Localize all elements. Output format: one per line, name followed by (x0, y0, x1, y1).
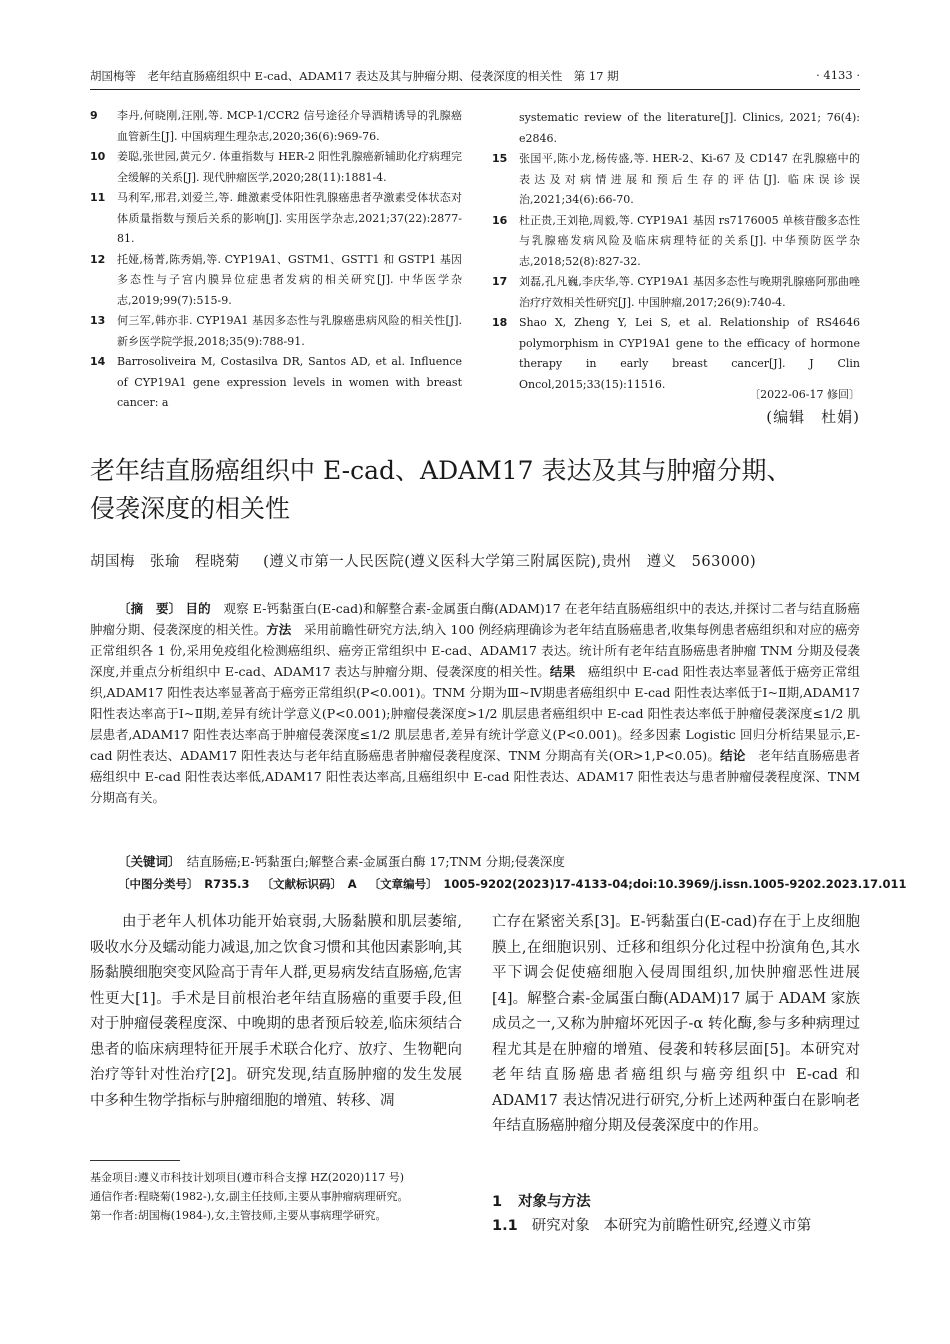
abstract-paragraph (90, 598, 860, 808)
keywords-text: 结直肠癌;E-钙黏蛋白;解整合素-金属蛋白酶 17;TNM 分期;侵袭深度 (186, 854, 565, 869)
reference-item: 10 姜聪,张世园,黄元夕. 体重指数与 HER-2 阳性乳腺癌新辅助化疗病理完全缓解的关系[J]. 现代肿瘤医学,2020;28(11):1881-4. (90, 150, 462, 184)
section-title: 对象与方法 (518, 1194, 591, 1210)
references-left-column (90, 106, 462, 414)
footnote-corresponding: 通信作者:程晓菊(1982-),女,副主任技师,主要从事肿瘤病理研究。 (90, 1190, 409, 1203)
author-names: 胡国梅 张瑜 程晓菊 (90, 554, 240, 570)
reference-item: 15 张国平,陈小龙,杨传盛,等. HER-2、Ki-67 及 CD147 在乳腺癌中的表达及对病情进展和预后生存的评估[J]. 临床误诊误治,2021;34(6):66-70. (492, 152, 860, 206)
body-right-column (492, 910, 860, 1140)
running-header (90, 68, 860, 88)
article-title-line-1: 老年结直肠癌组织中 E-cad、ADAM17 表达及其与肿瘤分期、 (90, 456, 792, 485)
result-text: 癌组织中 E-cad 阳性表达率显著低于癌旁正常组织,ADAM17 阳性表达率显著高于癌旁正常组织(P<0.001)。TNM 分期为Ⅲ~Ⅳ期患者癌组织中 E-cad 阳性表达率低于Ⅰ~Ⅱ期,ADAM17 阳性表达率高于Ⅰ~Ⅱ期,差异有统计学意义(P<0.001);肿瘤侵袭深度>1/2 肌层患者癌组织中 E-cad 阳性表达率低于肿瘤侵袭深度≤1/2 肌层患者,ADAM17 阳性表达率高于肿瘤侵袭深度≤1/2 肌层患者,差异有统计学意义(P<0.001)。经多因素 Logistic 回归分析结果显示,E-cad 阴性表达、ADAM17 阳性表达与老年结直肠癌患者肿瘤侵袭程度深、TNM 分期高有关(OR>1,P<0.05)。 (90, 664, 860, 763)
subsection-title: 研究对象 (531, 1218, 590, 1234)
page-number: · 4133 · (816, 68, 860, 82)
conclusion-text: 老年结直肠癌患者癌组织中 E-cad 阳性表达率低,ADAM17 阳性表达率高,且癌组织中 E-cad 阳性表达、ADAM17 阳性表达与患者肿瘤侵袭程度深、TNM 分期高有关。 (90, 748, 860, 805)
section-number: 1 (492, 1194, 503, 1210)
reference-item: 17 刘磊,孔凡巍,李庆华,等. CYP19A1 基因多态性与晚期乳腺癌阿那曲唑治疗疗效相关性研究[J]. 中国肿瘤,2017;26(9):740-4. (492, 275, 860, 309)
footnote-rule (90, 1160, 180, 1161)
subsection-number: 1.1 (492, 1218, 518, 1234)
references-right-column (492, 108, 860, 395)
clc-number: 〔中图分类号〕 R735.3 (118, 877, 250, 891)
reference-item: 9 李丹,何晓刚,汪刚,等. MCP-1/CCR2 信号途径介导酒精诱导的乳腺癌血管新生[J]. 中国病理生理杂志,2020;36(6):969-76. (90, 109, 462, 143)
revision-date: 〔2022-06-17 修回〕 (749, 388, 860, 401)
purpose-label: 目的 (185, 601, 211, 616)
reference-item: 11 马利军,邢君,刘爱兰,等. 雌激素受体阳性乳腺癌患者孕激素受体状态对体质量指数与预后关系的影响[J]. 实用医学杂志,2021;37(22):2877-81. (90, 191, 462, 245)
author-affiliation: (遵义市第一人民医院(遵义医科大学第三附属医院),贵州 遵义 563000) (263, 554, 757, 570)
reference-item: 13 何三军,韩亦非. CYP19A1 基因多态性与乳腺癌患病风险的相关性[J]. 新乡医学院学报,2018;35(9):788-91. (90, 314, 462, 348)
document-code: 〔文献标识码〕 A (261, 877, 357, 891)
section-heading (492, 1190, 860, 1211)
reference-item: 14 Barrosoliveira M, Costasilva DR, Santos AD, et al. Influence of CYP19A1 gene expression levels in women with breast cancer: a (90, 355, 462, 409)
reference-item: 12 托娅,杨菁,陈秀娟,等. CYP19A1、GSTM1、GSTT1 和 GSTP1 基因多态性与子宫内膜异位症患者发病的相关研究[J]. 中华医学杂志,2019;99(7):515-9. (90, 252, 462, 307)
article-id: 〔文章编号〕 1005-9202(2023)17-4133-04;doi:10.3969/j.issn.1005-9202.2023.17.011 (368, 877, 907, 891)
keywords (90, 852, 860, 872)
article-title (90, 452, 860, 528)
subsection-text: 本研究为前瞻性研究,经遵义市第 (603, 1218, 812, 1234)
article-title-line-2: 侵袭深度的相关性 (90, 494, 291, 523)
editor-credit: (编辑 杜娟) (766, 408, 860, 426)
header-rule (90, 89, 860, 90)
purpose-text: 观察 E-钙黏蛋白(E-cad)和解整合素-金属蛋白酶(ADAM)17 在老年结直肠癌组织中的表达,并探讨二者与结直肠癌肿瘤分期、侵袭深度的相关性。 (90, 601, 860, 637)
body-paragraph: 亡存在紧密关系[3]。E-钙黏蛋白(E-cad)存在于上皮细胞膜上,在细胞识别、迁移和组织分化过程中扮演角色,其水平下调会促使癌细胞入侵周围组织,加快肿瘤恶性进展[4]。解整合素-金属蛋白酶(ADAM)17 属于 ADAM 家族成员之一,又称为肿瘤坏死因子-α 转化酶,参与多种病理过程尤其是在肿瘤的增殖、侵袭和转移层面[5]。本研究对老年结直肠癌患者癌组织与癌旁组织中 E-cad 和 ADAM17 表达情况进行研究,分析上述两种蛋白在影响老年结直肠癌肿瘤分期及侵袭深度中的作用。 (492, 914, 860, 1134)
abstract (90, 598, 860, 808)
footnote-funding: 基金项目:遵义市科技计划项目(遵市科合支撑 HZ(2020)117 号) (90, 1171, 405, 1184)
running-header-title: 胡国梅等 老年结直肠癌组织中 E-cad、ADAM17 表达及其与肿瘤分期、侵袭深度的相关性 第 17 期 (90, 69, 619, 83)
body-left-column (90, 910, 462, 1114)
footnote-first-author: 第一作者:胡国梅(1984-),女,主管技师,主要从事病理学研究。 (90, 1209, 387, 1222)
result-label: 结果 (549, 664, 576, 679)
classification-line (90, 874, 907, 894)
footnotes (90, 1168, 462, 1225)
reference-item: 16 杜正贵,王刘艳,周毅,等. CYP19A1 基因 rs7176005 单核苷酸多态性与乳腺癌发病风险及临床病理特征的关系[J]. 中华预防医学杂志,2018;52(8):827-32. (492, 213, 860, 268)
abstract-label: 〔摘 要〕 (118, 601, 182, 616)
reference-item: 18 Shao X, Zheng Y, Lei S, et al. Relationship of RS4646 polymorphism in CYP19A1 gene to the efficacy of hormone therapy in early breast cancer[J]. J Clin Oncol,2015;33(15):11516. (492, 316, 860, 391)
reference-continuation: systematic review of the literature[J]. Clinics, 2021; 76(4): e2846. (519, 111, 860, 145)
conclusion-label: 结论 (720, 748, 746, 763)
author-line (90, 550, 870, 571)
method-label: 方法 (266, 622, 292, 637)
subsection-line (492, 1214, 860, 1240)
keywords-label: 〔关键词〕 (118, 854, 175, 869)
body-paragraph: 由于老年人机体功能开始衰弱,大肠黏膜和肌层萎缩,吸收水分及蠕动能力减退,加之饮食习惯和其他因素影响,其肠黏膜细胞突变风险高于青年人群,更易病发结直肠癌,危害性更大[1]。手术是目前根治老年结直肠癌的重要手段,但对于肿瘤侵袭程度深、中晚期的患者预后较差,临床须结合患者的临床病理特征开展手术联合化疗、放疗、生物靶向治疗等针对性治疗[2]。研究发现,结直肠肿瘤的发生发展中多种生物学指标与肿瘤细胞的增殖、转移、凋 (90, 914, 462, 1109)
method-text: 采用前瞻性研究方法,纳入 100 例经病理确诊为老年结直肠癌患者,收集每例患者癌组织和对应的癌旁正常组织各 1 份,采用免疫组化检测癌组织、癌旁正常组织中 E-cad、ADAM17 表达。统计所有老年结直肠癌患者肿瘤 TNM 分期及侵袭深度,并重点分析组织中 E-cad、ADAM17 表达与肿瘤分期、侵袭深度的相关性。 (90, 622, 860, 679)
